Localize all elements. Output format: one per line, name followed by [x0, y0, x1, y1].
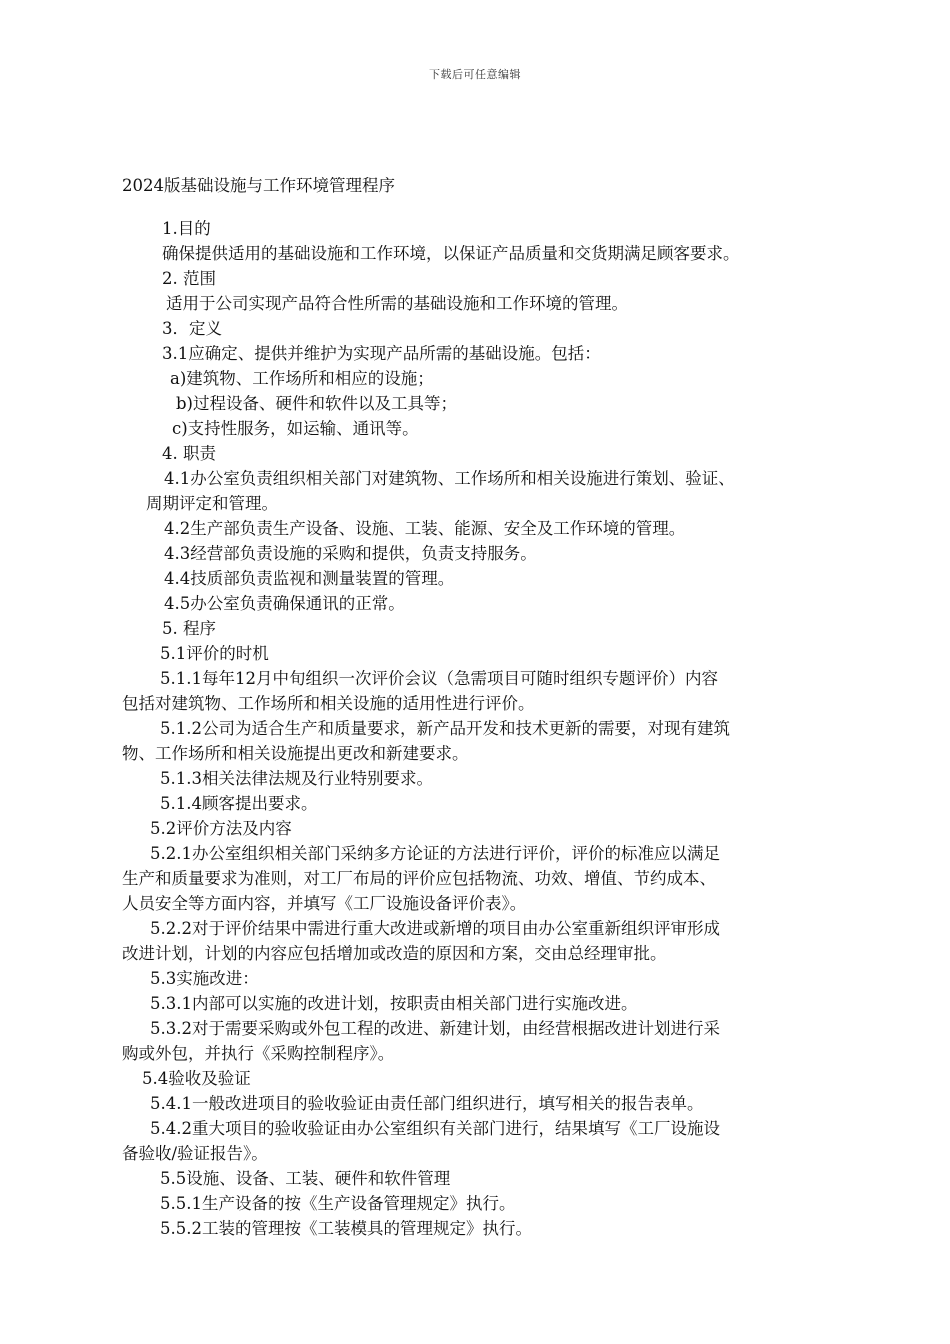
- section-heading: 1.目的: [162, 219, 211, 238]
- header-note: 下载后可任意编辑: [429, 68, 521, 81]
- paragraph-line: 包括对建筑物、工作场所和相关设施的适用性进行评价。: [122, 694, 535, 713]
- paragraph-line: 4.4技质部负责监视和测量装置的管理。: [164, 569, 455, 588]
- paragraph-line: 购或外包，并执行《采购控制程序》。: [122, 1044, 395, 1063]
- section-heading: 3．定义: [162, 319, 222, 338]
- paragraph-line: 生产和质量要求为准则，对工厂布局的评价应包括物流、功效、增值、节约成本、: [122, 869, 716, 888]
- subsection-heading: 5.3实施改进：: [150, 969, 259, 988]
- paragraph-line: 4.5办公室负责确保通讯的正常。: [164, 594, 405, 613]
- paragraph-line: 4.1办公室负责组织相关部门对建筑物、工作场所和相关设施进行策划、验证、: [164, 469, 735, 488]
- paragraph-line: 5.1.1每年12月中旬组织一次评价会议（急需项目可随时组织专题评价）内容: [160, 669, 718, 688]
- paragraph-line: 5.4.2重大项目的验收验证由办公室组织有关部门进行，结果填写《工厂设施设: [150, 1119, 720, 1138]
- section-heading: 2. 范围: [162, 269, 216, 288]
- section-heading: 5. 程序: [162, 619, 216, 638]
- paragraph-line: 5.3.2对于需要采购或外包工程的改进、新建计划，由经营根据改进计划进行采: [150, 1019, 720, 1038]
- paragraph-line: 5.5.2工装的管理按《工装模具的管理规定》执行。: [160, 1219, 532, 1238]
- paragraph-line: 改进计划，计划的内容应包括增加或改造的原因和方案，交由总经理审批。: [122, 944, 667, 963]
- paragraph-line: 5.3.1内部可以实施的改进计划，按职责由相关部门进行实施改进。: [150, 994, 638, 1013]
- subsection-heading: 5.2评价方法及内容: [150, 819, 292, 838]
- paragraph-line: 5.2.2对于评价结果中需进行重大改进或新增的项目由办公室重新组织评审形成: [150, 919, 720, 938]
- subsection-heading: 5.5设施、设备、工装、硬件和软件管理: [160, 1169, 451, 1188]
- list-item: a)建筑物、工作场所和相应的设施；: [170, 369, 434, 388]
- paragraph-line: 5.2.1办公室组织相关部门采纳多方论证的方法进行评价，评价的标准应以满足: [150, 844, 720, 863]
- paragraph-line: 人员安全等方面内容，并填写《工厂设施设备评价表》。: [122, 894, 527, 913]
- paragraph-line: 确保提供适用的基础设施和工作环境，以保证产品质量和交货期满足顾客要求。: [162, 244, 740, 263]
- paragraph-line: 5.1.2公司为适合生产和质量要求，新产品开发和技术更新的需要，对现有建筑: [160, 719, 730, 738]
- subsection-heading: 5.4验收及验证: [142, 1069, 251, 1088]
- paragraph-line: 3.1应确定、提供并维护为实现产品所需的基础设施。包括：: [162, 344, 601, 363]
- paragraph-line: 5.4.1一般改进项目的验收验证由责任部门组织进行，填写相关的报告表单。: [150, 1094, 704, 1113]
- document-title: 2024版基础设施与工作环境管理程序: [122, 176, 395, 195]
- subsection-heading: 5.1评价的时机: [160, 644, 269, 663]
- paragraph-line: 物、工作场所和相关设施提出更改和新建要求。: [122, 744, 469, 763]
- paragraph-line: 备验收/验证报告》。: [122, 1144, 268, 1163]
- paragraph-line: 5.1.3相关法律法规及行业特别要求。: [160, 769, 433, 788]
- paragraph-line: 5.1.4顾客提出要求。: [160, 794, 318, 813]
- paragraph-line: 适用于公司实现产品符合性所需的基础设施和工作环境的管理。: [166, 294, 628, 313]
- paragraph-line: 5.5.1生产设备的按《生产设备管理规定》执行。: [160, 1194, 516, 1213]
- section-heading: 4. 职责: [162, 444, 216, 463]
- paragraph-line: 4.3经营部负责设施的采购和提供，负责支持服务。: [164, 544, 537, 563]
- list-item: c)支持性服务，如运输、通讯等。: [172, 419, 419, 438]
- paragraph-line: 周期评定和管理。: [146, 494, 278, 513]
- paragraph-line: 4.2生产部负责生产设备、设施、工装、能源、安全及工作环境的管理。: [164, 519, 686, 538]
- list-item: b)过程设备、硬件和软件以及工具等；: [176, 394, 457, 413]
